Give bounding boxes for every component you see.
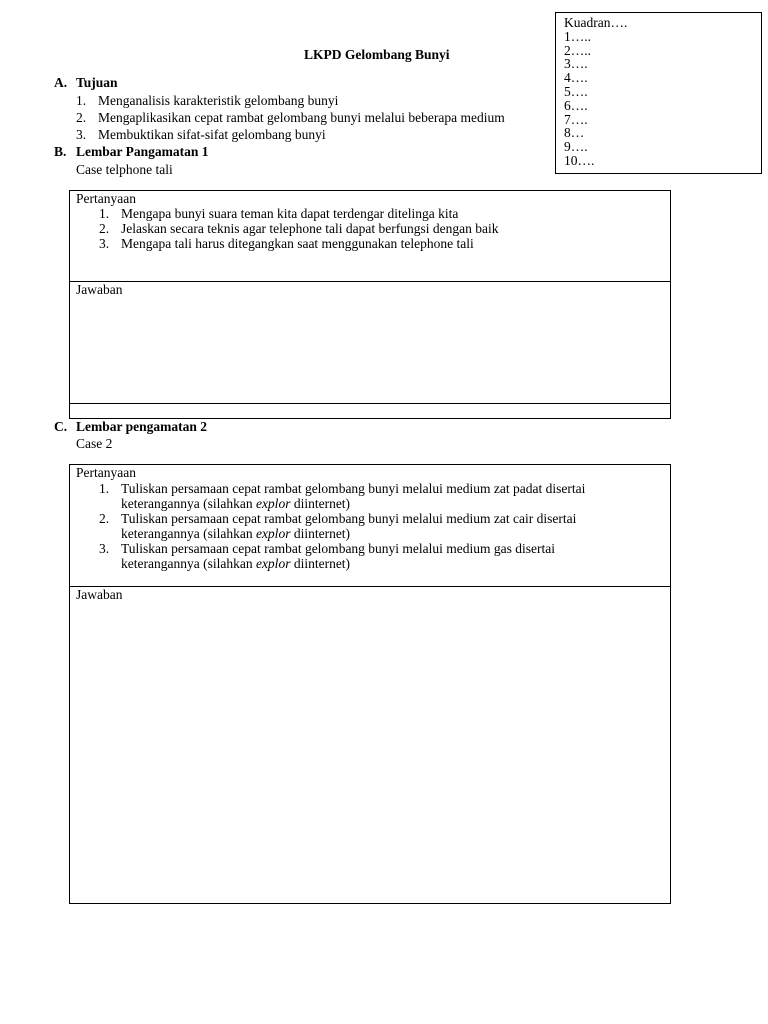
question-num: 1. (99, 481, 110, 496)
section-b-heading: Lembar Pangamatan 1 (76, 144, 209, 159)
answer-label: Jawaban (76, 587, 123, 602)
question-num: 3. (99, 541, 110, 556)
question-item (99, 237, 474, 251)
tujuan-num: 2. (76, 110, 87, 125)
kuadran-list (564, 16, 627, 168)
tujuan-item (76, 111, 505, 125)
question-num: 2. (99, 511, 110, 526)
question-text: Tuliskan persamaan cepat rambat gelombang bunyi melalui medium gas disertai (121, 541, 556, 556)
tujuan-text: Membuktikan sifat-sifat gelombang bunyi (98, 127, 326, 142)
kuadran-item: 2….. (564, 42, 591, 58)
tujuan-text: Menganalisis karakteristik gelombang bunyi (98, 93, 339, 108)
question-num: 1. (99, 206, 110, 221)
question-continuation (121, 527, 350, 541)
section-a-letter: A. (54, 75, 68, 90)
question-continuation (121, 497, 350, 511)
question-text: diinternet) (290, 496, 351, 511)
kuadran-item: 3…. (564, 56, 588, 72)
tujuan-num: 1. (76, 93, 87, 108)
answer-label: Jawaban (76, 282, 123, 297)
question-text: Mengapa bunyi suara teman kita dapat terdengar ditelinga kita (121, 206, 459, 221)
question-item (99, 482, 585, 496)
question-emphasis: explor (255, 496, 291, 511)
kuadran-box (555, 12, 762, 174)
tujuan-text: Mengaplikasikan cepat rambat gelombang bunyi melalui beberapa medium (98, 110, 505, 125)
kuadran-item: 6…. (564, 97, 588, 113)
question-item (99, 222, 498, 236)
kuadran-item: 1….. (564, 28, 591, 44)
question-text: keterangannya (silahkan (121, 496, 256, 511)
question-label: Pertanyaan (76, 465, 136, 480)
section-c-heading: Lembar pengamatan 2 (76, 419, 208, 434)
question-item (99, 207, 458, 221)
section-b-subheading: Case telphone tali (76, 162, 173, 177)
kuadran-item: 5…. (564, 83, 588, 99)
question-text: keterangannya (silahkan (121, 556, 256, 571)
question-text: diinternet) (290, 556, 351, 571)
section-c-letter: C. (54, 419, 68, 434)
question-text: Tuliskan persamaan cepat rambat gelombang bunyi melalui medium zat cair disertai (121, 511, 577, 526)
question-num: 3. (99, 236, 110, 251)
section-a-heading: Tujuan (76, 75, 118, 90)
question-text: Jelaskan secara teknis agar telephone tali dapat berfungsi dengan baik (121, 221, 499, 236)
question-emphasis: explor (255, 526, 291, 541)
document-title: LKPD Gelombang Bunyi (304, 47, 450, 62)
kuadran-item: 4…. (564, 70, 588, 86)
kuadran-item: 9…. (564, 139, 588, 155)
tujuan-item (76, 128, 326, 142)
section-c-subheading: Case 2 (76, 436, 113, 451)
question-emphasis: explor (255, 556, 291, 571)
question-text: Tuliskan persamaan cepat rambat gelombang bunyi melalui medium zat padat disertai (121, 481, 586, 496)
section-b-letter: B. (54, 144, 67, 159)
kuadran-title: Kuadran…. (564, 15, 628, 30)
question-label: Pertanyaan (76, 191, 136, 206)
kuadran-item: 8… (564, 125, 585, 141)
question-item (99, 512, 576, 526)
kuadran-item: 10…. (564, 152, 595, 168)
question-text: diinternet) (290, 526, 351, 541)
question-continuation (121, 557, 350, 571)
kuadran-item: 7…. (564, 111, 588, 127)
tujuan-num: 3. (76, 127, 87, 142)
table-divider (69, 586, 671, 587)
question-text: keterangannya (silahkan (121, 526, 256, 541)
question-num: 2. (99, 221, 110, 236)
table-divider (69, 403, 671, 404)
tujuan-item (76, 94, 338, 108)
question-text: Mengapa tali harus ditegangkan saat menggunakan telephone tali (121, 236, 474, 251)
table-divider (69, 281, 671, 282)
question-item (99, 542, 555, 556)
